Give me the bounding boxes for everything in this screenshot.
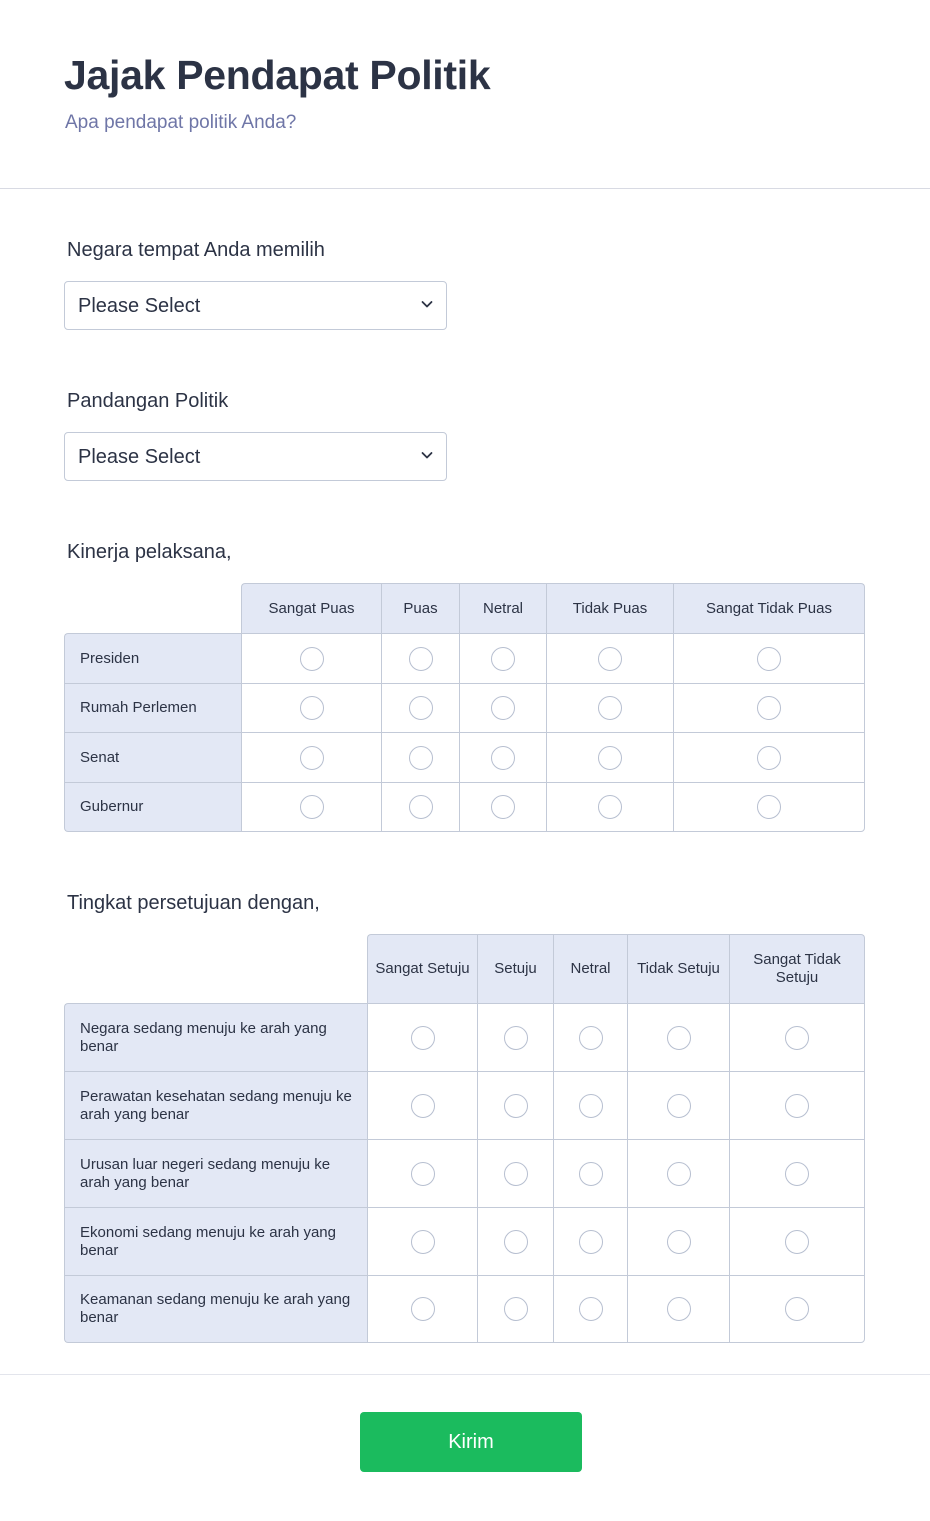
column-header: Puas: [381, 583, 459, 633]
matrix-cell[interactable]: [546, 633, 673, 683]
matrix-row: [64, 732, 865, 782]
row-header: Senat: [64, 732, 241, 782]
radio-icon[interactable]: [300, 647, 324, 671]
radio-icon[interactable]: [579, 1297, 603, 1321]
radio-icon[interactable]: [667, 1026, 691, 1050]
matrix-row: [64, 1207, 865, 1275]
radio-icon[interactable]: [598, 795, 622, 819]
matrix-cell[interactable]: [729, 1139, 865, 1207]
matrix-cell[interactable]: [627, 1275, 729, 1343]
matrix-cell[interactable]: [729, 1003, 865, 1071]
matrix-cell[interactable]: [241, 732, 381, 782]
radio-icon[interactable]: [411, 1026, 435, 1050]
matrix-cell[interactable]: [367, 1207, 477, 1275]
column-header: Netral: [553, 934, 627, 1003]
matrix-cell[interactable]: [627, 1003, 729, 1071]
column-header: Tidak Puas: [546, 583, 673, 633]
radio-icon[interactable]: [300, 795, 324, 819]
radio-icon[interactable]: [504, 1230, 528, 1254]
radio-icon[interactable]: [757, 746, 781, 770]
column-header: Netral: [459, 583, 546, 633]
row-header: Gubernur: [64, 782, 241, 832]
radio-icon[interactable]: [667, 1230, 691, 1254]
matrix-cell[interactable]: [673, 633, 865, 683]
radio-icon[interactable]: [411, 1230, 435, 1254]
agreement-matrix: [64, 934, 865, 1343]
row-header: Rumah Perlemen: [64, 683, 241, 732]
row-header: Negara sedang menuju ke arah yang benar: [64, 1003, 367, 1071]
radio-icon[interactable]: [598, 647, 622, 671]
matrix-cell[interactable]: [546, 683, 673, 732]
radio-icon[interactable]: [598, 746, 622, 770]
matrix-cell[interactable]: [553, 1139, 627, 1207]
matrix-cell[interactable]: [459, 633, 546, 683]
matrix-cell[interactable]: [729, 1207, 865, 1275]
matrix-cell[interactable]: [553, 1207, 627, 1275]
page-subtitle: Apa pendapat politik Anda?: [65, 112, 297, 133]
radio-icon[interactable]: [491, 746, 515, 770]
performance-matrix: [64, 583, 865, 832]
radio-icon[interactable]: [300, 696, 324, 720]
radio-icon[interactable]: [757, 696, 781, 720]
radio-icon[interactable]: [409, 696, 433, 720]
radio-icon[interactable]: [667, 1162, 691, 1186]
matrix-corner: [64, 583, 241, 633]
matrix-row: [64, 1275, 865, 1343]
matrix-cell[interactable]: [627, 1139, 729, 1207]
radio-icon[interactable]: [598, 696, 622, 720]
country-dropdown[interactable]: [64, 281, 447, 330]
political-view-label: Pandangan Politik: [67, 390, 229, 412]
matrix-cell[interactable]: [673, 683, 865, 732]
matrix-cell[interactable]: [367, 1071, 477, 1139]
column-header: Sangat Tidak Puas: [673, 583, 865, 633]
radio-icon[interactable]: [504, 1026, 528, 1050]
matrix-row: [64, 782, 865, 832]
country-dropdown-value: Please Select: [78, 295, 201, 317]
radio-icon[interactable]: [785, 1026, 809, 1050]
matrix-cell[interactable]: [381, 683, 459, 732]
page-title: Jajak Pendapat Politik: [64, 52, 491, 98]
radio-icon[interactable]: [409, 795, 433, 819]
radio-icon[interactable]: [300, 746, 324, 770]
radio-icon[interactable]: [579, 1230, 603, 1254]
chevron-down-icon: [419, 447, 435, 463]
radio-icon[interactable]: [757, 795, 781, 819]
political-view-dropdown-value: Please Select: [78, 446, 201, 468]
matrix-row: [64, 1071, 865, 1139]
column-header: Sangat Puas: [241, 583, 381, 633]
matrix-cell[interactable]: [546, 732, 673, 782]
matrix-cell[interactable]: [477, 1139, 553, 1207]
matrix-cell[interactable]: [367, 1275, 477, 1343]
radio-icon[interactable]: [409, 647, 433, 671]
radio-icon[interactable]: [504, 1297, 528, 1321]
radio-icon[interactable]: [667, 1297, 691, 1321]
matrix-row: [64, 633, 865, 683]
radio-icon[interactable]: [785, 1297, 809, 1321]
matrix-cell[interactable]: [367, 1139, 477, 1207]
matrix-cell[interactable]: [729, 1275, 865, 1343]
matrix-cell[interactable]: [553, 1071, 627, 1139]
matrix-cell[interactable]: [459, 782, 546, 832]
radio-icon[interactable]: [504, 1094, 528, 1118]
column-header: Tidak Setuju: [627, 934, 729, 1003]
radio-icon[interactable]: [785, 1230, 809, 1254]
matrix-cell[interactable]: [381, 732, 459, 782]
radio-icon[interactable]: [491, 696, 515, 720]
radio-icon[interactable]: [785, 1094, 809, 1118]
agreement-label: Tingkat persetujuan dengan,: [67, 892, 320, 914]
matrix-cell[interactable]: [241, 782, 381, 832]
radio-icon[interactable]: [757, 647, 781, 671]
matrix-cell[interactable]: [477, 1275, 553, 1343]
radio-icon[interactable]: [491, 647, 515, 671]
row-header: Urusan luar negeri sedang menuju ke arah yang benar: [64, 1139, 367, 1207]
radio-icon[interactable]: [667, 1094, 691, 1118]
column-header: Sangat Setuju: [367, 934, 477, 1003]
row-header: Perawatan kesehatan sedang menuju ke arah yang benar: [64, 1071, 367, 1139]
matrix-cell[interactable]: [673, 732, 865, 782]
country-label: Negara tempat Anda memilih: [67, 239, 325, 261]
matrix-cell[interactable]: [729, 1071, 865, 1139]
row-header: Presiden: [64, 633, 241, 683]
radio-icon[interactable]: [579, 1162, 603, 1186]
matrix-cell[interactable]: [546, 782, 673, 832]
matrix-cell[interactable]: [673, 782, 865, 832]
matrix-cell[interactable]: [477, 1003, 553, 1071]
matrix-cell[interactable]: [553, 1275, 627, 1343]
matrix-cell[interactable]: [627, 1071, 729, 1139]
matrix-cell[interactable]: [553, 1003, 627, 1071]
radio-icon[interactable]: [411, 1094, 435, 1118]
form-header: [0, 0, 930, 189]
column-header: Setuju: [477, 934, 553, 1003]
submit-button[interactable]: Kirim: [360, 1412, 582, 1472]
radio-icon[interactable]: [409, 746, 433, 770]
matrix-cell[interactable]: [367, 1003, 477, 1071]
matrix-cell[interactable]: [381, 633, 459, 683]
radio-icon[interactable]: [785, 1162, 809, 1186]
radio-icon[interactable]: [504, 1162, 528, 1186]
column-header: Sangat Tidak Setuju: [729, 934, 865, 1003]
matrix-cell[interactable]: [477, 1207, 553, 1275]
radio-icon[interactable]: [411, 1297, 435, 1321]
matrix-cell[interactable]: [477, 1071, 553, 1139]
matrix-cell[interactable]: [241, 633, 381, 683]
matrix-cell[interactable]: [459, 732, 546, 782]
matrix-cell[interactable]: [381, 782, 459, 832]
radio-icon[interactable]: [579, 1094, 603, 1118]
matrix-row: [64, 683, 865, 732]
radio-icon[interactable]: [411, 1162, 435, 1186]
matrix-cell[interactable]: [627, 1207, 729, 1275]
radio-icon[interactable]: [579, 1026, 603, 1050]
matrix-row: [64, 1003, 865, 1071]
matrix-corner: [64, 934, 367, 1003]
matrix-cell[interactable]: [241, 683, 381, 732]
row-header: Keamanan sedang menuju ke arah yang benar: [64, 1275, 367, 1343]
footer-divider: [0, 1374, 930, 1375]
matrix-cell[interactable]: [459, 683, 546, 732]
row-header: Ekonomi sedang menuju ke arah yang benar: [64, 1207, 367, 1275]
matrix-row: [64, 1139, 865, 1207]
chevron-down-icon: [419, 296, 435, 312]
performance-label: Kinerja pelaksana,: [67, 541, 232, 563]
political-view-dropdown[interactable]: [64, 432, 447, 481]
radio-icon[interactable]: [491, 795, 515, 819]
